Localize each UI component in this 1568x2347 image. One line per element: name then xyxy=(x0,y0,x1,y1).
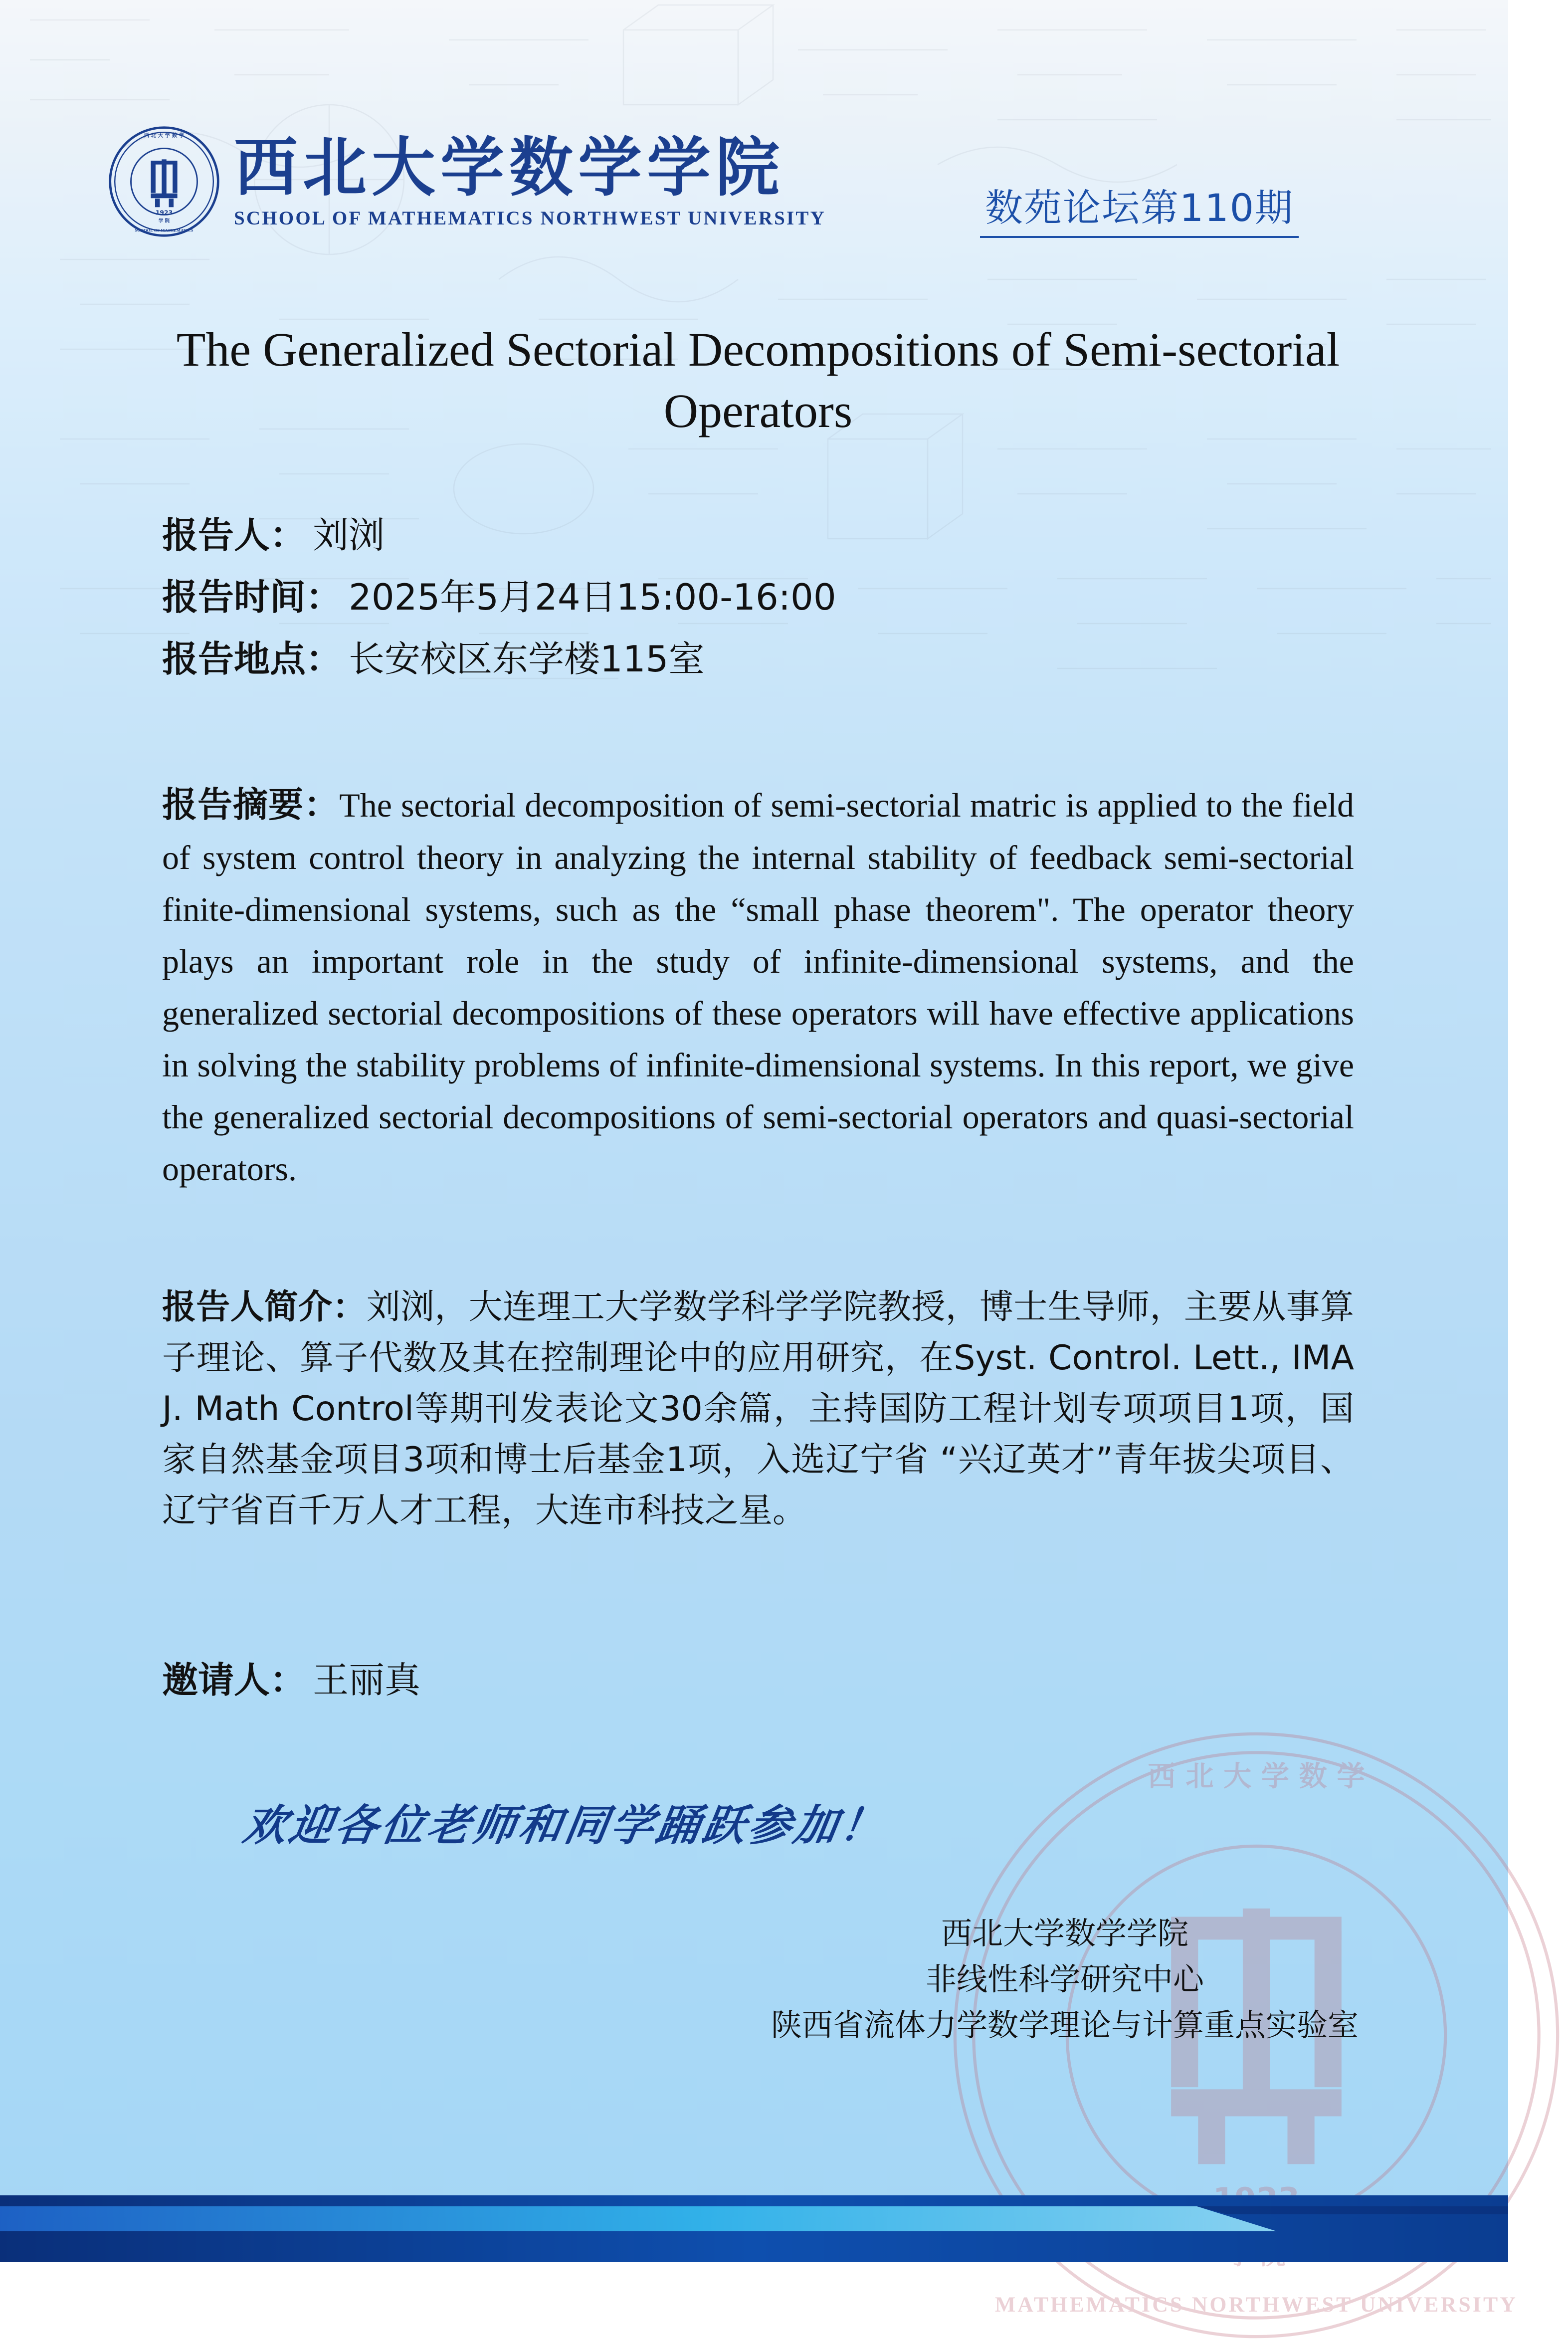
speaker-bio-block xyxy=(162,1282,1354,1536)
bio-text: 刘浏，大连理工大学数学科学学院教授，博士生导师，主要从事算子理论、算子代数及其在控制理论中的应用研究，在Syst. Control. Lett., IMA J. Math Control等期刊发表论文30余篇，主持国防工程计划专项项目1项，国家自然基金项目3项和博士后基金1项，入选辽宁省 “兴辽英才”青年拔尖项目、辽宁省百千万人才工程，大连市科技之星。 xyxy=(162,1287,1354,1530)
info-row-speaker xyxy=(162,514,1359,558)
talk-title: The Generalized Sectorial Decompositions of Semi-sectorial Operators xyxy=(176,323,1340,437)
bottom-ribbon xyxy=(0,2177,1508,2262)
abstract-block xyxy=(162,778,1354,1195)
time-value: 2025年5月24日15:00-16:00 xyxy=(349,576,836,618)
svg-text:学 院: 学 院 xyxy=(158,218,170,224)
time-label: 报告时间： xyxy=(162,576,342,618)
poster-header xyxy=(0,0,1508,279)
location-label: 报告地点： xyxy=(162,638,342,680)
organizer-line-1: 西北大学数学学院 xyxy=(941,1915,1188,1951)
university-name-en: SCHOOL OF MATHEMATICS NORTHWEST UNIVERSITY xyxy=(234,207,826,229)
inviter-value: 王丽真 xyxy=(313,1659,421,1701)
speaker-value: 刘浏 xyxy=(313,514,385,556)
forum-issue-label: 数苑论坛第110期 xyxy=(980,178,1299,238)
inviter-label: 邀请人： xyxy=(162,1659,306,1701)
bio-label: 报告人简介： xyxy=(162,1287,367,1327)
svg-text:西 北 大 学 数 学: 西 北 大 学 数 学 xyxy=(1148,1760,1365,1793)
organizer-line-2: 非线性科学研究中心 xyxy=(925,1960,1204,1997)
info-row-location xyxy=(162,638,1359,681)
university-seal-icon xyxy=(107,125,221,238)
speaker-label: 报告人： xyxy=(162,514,306,556)
svg-text:西 北 大 学 数 学: 西 北 大 学 数 学 xyxy=(144,132,185,139)
svg-text:SCHOOL OF MATHEMATICS: SCHOOL OF MATHEMATICS xyxy=(135,227,194,233)
abstract-text: The sectorial decomposition of semi-sectorial matric is applied to the field of system control theory in analyzing the internal stability of feedback semi-sectorial finite-dimensional systems, such as the “small phase theorem". The operator theory plays an important role in the study of infinite-dimensional systems, and the generalized sectorial decompositions of these operators will have effective applications in solving the stability problems of infinite-dimensional systems. In this report, we give the generalized sectorial decompositions of semi-sectorial operators and quasi-sectorial operators. xyxy=(162,786,1355,1188)
university-name-cn: 西北大学数学学院 xyxy=(234,131,785,206)
university-name-block xyxy=(234,131,826,229)
abstract-label: 报告摘要： xyxy=(162,784,340,825)
talk-info-block xyxy=(162,514,1359,699)
info-row-time xyxy=(162,576,1359,620)
inviter-block xyxy=(162,1651,420,1703)
svg-text:MATHEMATICS NORTHWEST UNIVERSI: MATHEMATICS NORTHWEST UNIVERSITY xyxy=(994,2293,1518,2317)
location-value: 长安校区东学楼115室 xyxy=(349,638,705,680)
organizer-signature xyxy=(771,1911,1359,2048)
organizer-line-3: 陕西省流体力学数学理论与计算重点实验室 xyxy=(771,2006,1359,2043)
welcome-message: 欢迎各位老师和同学踊跃参加！ xyxy=(239,1800,890,1851)
university-logo-block xyxy=(107,125,826,238)
svg-text:1923: 1923 xyxy=(155,209,173,216)
